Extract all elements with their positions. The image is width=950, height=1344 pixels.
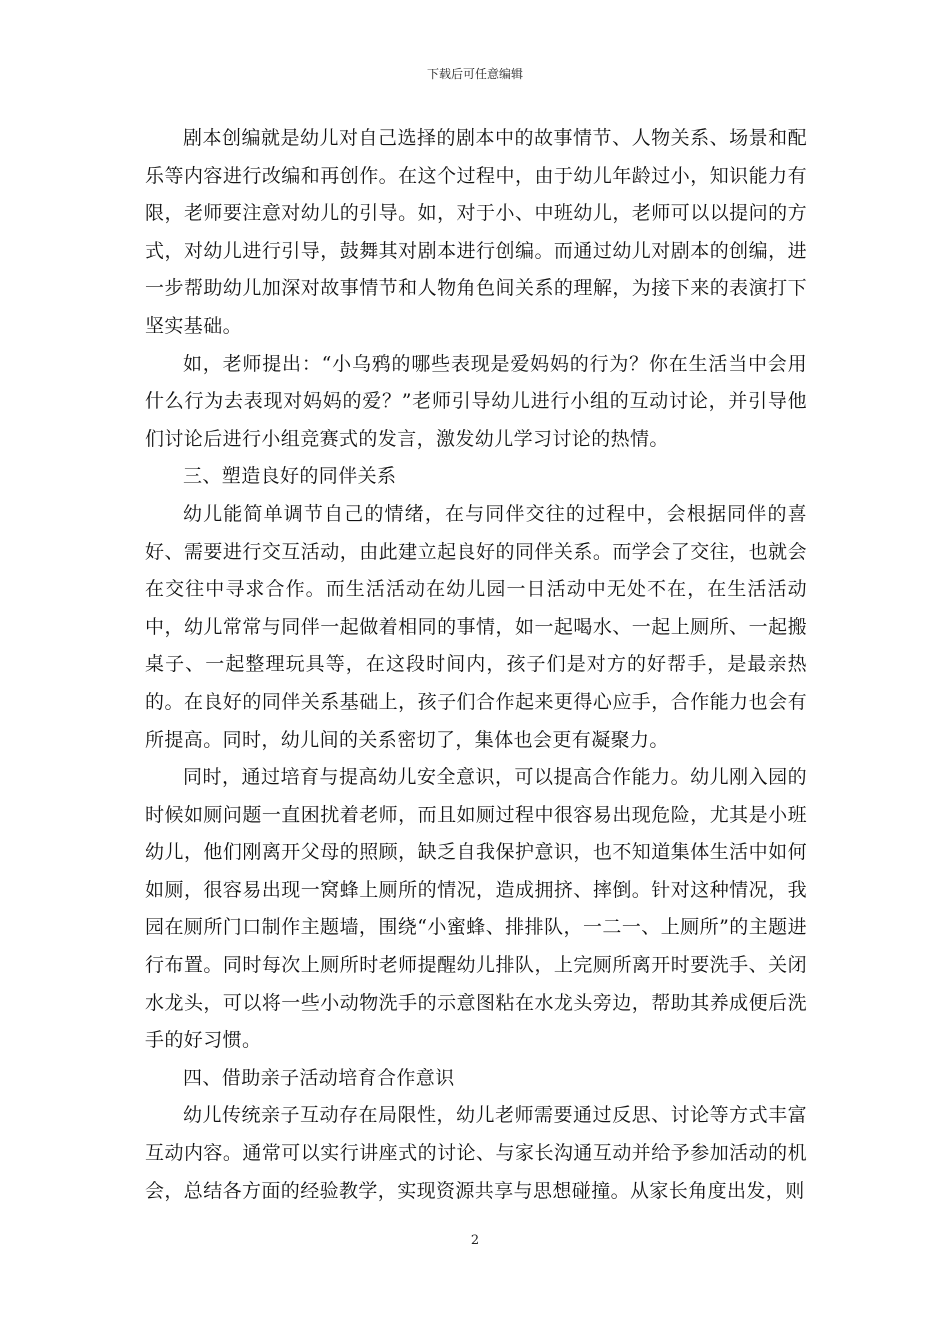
section-heading-parent-child: 四、借助亲子活动培育合作意识 [183,1066,455,1089]
document-body [145,120,807,1210]
paragraph-teacher-question: 如，老师提出：“小乌鸦的哪些表现是爱妈妈的行为？你在生活当中会用什么行为去表现对妈妈的爱？”老师引导幼儿进行小组的互动讨论，并引导他们讨论后进行小组竞赛式的发言，激发幼儿学习讨论的热情。 [145,352,807,450]
paragraph-peer-relations: 幼儿能简单调节自己的情绪，在与同伴交往的过程中，会根据同伴的喜好、需要进行交互活动，由此建立起良好的同伴关系。而学会了交往，也就会在交往中寻求合作。而生活活动在幼儿园一日活动中无处不在，在生活活动中，幼儿常常与同伴一起做着相同的事情，如一起喝水、一起上厕所、一起搬桌子、一起整理玩具等，在这段时间内，孩子们是对方的好帮手，是最亲热的。在良好的同伴关系基础上，孩子们合作起来更得心应手，合作能力也会有所提高。同时，幼儿间的关系密切了，集体也会更有凝聚力。 [145,502,807,751]
paragraph-script-adaptation: 剧本创编就是幼儿对自己选择的剧本中的故事情节、人物关系、场景和配乐等内容进行改编和再创作。在这个过程中，由于幼儿年龄过小，知识能力有限，老师要注意对幼儿的引导。如，对于小、中班幼儿，老师可以以提问的方式，对幼儿进行引导，鼓舞其对剧本进行创编。而通过幼儿对剧本的创编，进一步帮助幼儿加深对故事情节和人物角色间关系的理解，为接下来的表演打下坚实基础。 [145,127,807,337]
page-header: 下载后可任意编辑 [426,67,523,81]
paragraph-safety-awareness: 同时，通过培育与提高幼儿安全意识，可以提高合作能力。幼儿刚入园的时候如厕问题一直困扰着老师，而且如厕过程中很容易出现危险，尤其是小班幼儿，他们刚离开父母的照顾，缺乏自我保护意识，也不知道集体生活中如何如厕，很容易出现一窝蜂上厕所的情况，造成拥挤、摔倒。针对这种情况，我园在厕所门口制作主题墙，围绕“小蜜蜂、排排队，一二一、上厕所”的主题进行布置。同时每次上厕所时老师提醒幼儿排队，上完厕所离开时要洗手、关闭水龙头，可以将一些小动物洗手的示意图粘在水龙头旁边，帮助其养成便后洗手的好习惯。 [145,766,807,1052]
paragraph-parent-child: 幼儿传统亲子互动存在局限性，幼儿老师需要通过反思、讨论等方式丰富互动内容。通常可以实行讲座式的讨论、与家长沟通互动并给予参加活动的机会，总结各方面的经验教学，实现资源共享与思想碰撞。从家长角度出发，则 [145,1104,807,1202]
section-heading-peer-relations: 三、塑造良好的同伴关系 [183,465,397,488]
page-number: 2 [470,1233,480,1248]
